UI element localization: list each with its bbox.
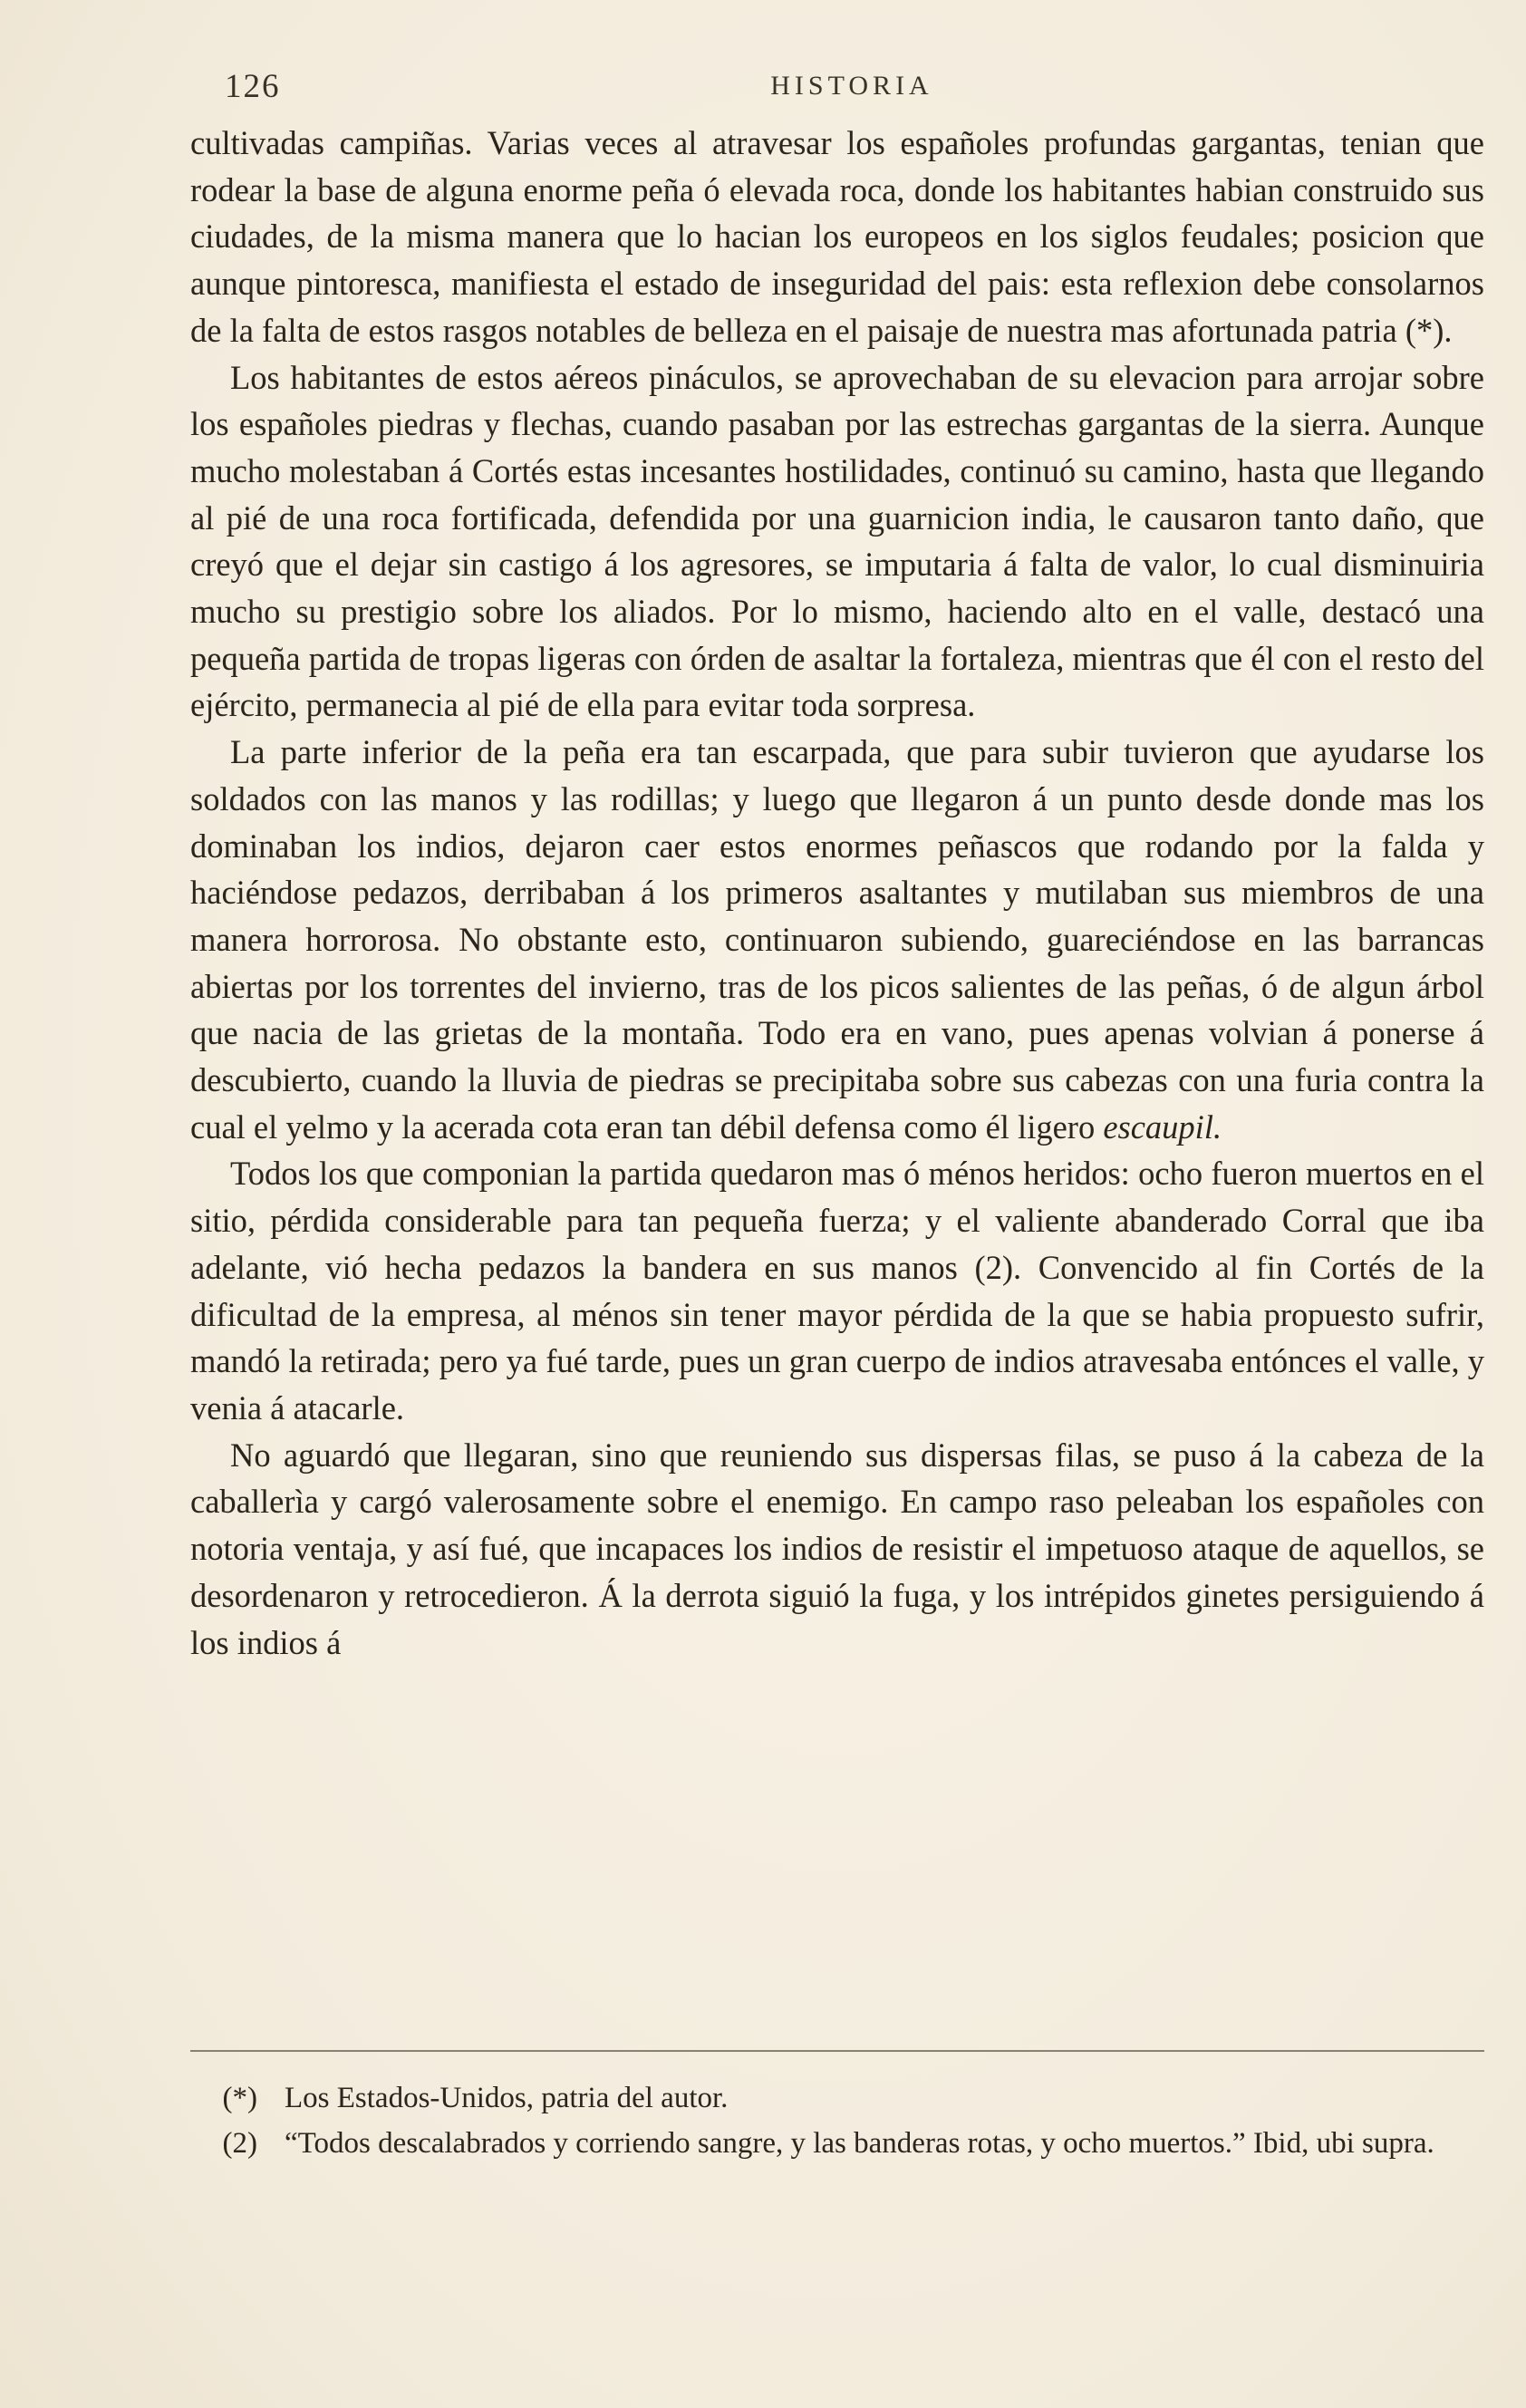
paragraph-text: La parte inferior de la peña era tan escarpada, que para subir tuvieron que ayudarse los soldados con las manos y las rodillas; y luego que llegaron á un punto desde donde mas los dominaban los indios, dejaron caer estos enormes peñascos que rodando por la falda y haciéndose pedazos, derribaban á los primeros asaltantes y mutilaban sus miembros de una manera horrorosa. No obstante esto, continuaron subiendo, guareciéndose en las barrancas abiertas por los torrentes del invierno, tras de los picos salientes de las peñas, ó de algun árbol que nacia de las grietas de la montaña. Todo era en vano, pues apenas volvian á ponerse á descubierto, cuando la lluvia de piedras se precipitaba sobre sus cabezas con una furia contra la cual el yelmo y la acerada cota eran tan débil defensa como él ligero <box>190 733 1484 1146</box>
paragraph-text: Los habitantes de estos aéreos pináculos, se aprovechaban de su elevacion para arrojar sobre los españoles piedras y flechas, cuando pasaban por las estrechas gargantas de la sierra. Aunque mucho molestaban á Cortés estas incesantes hostilidades, continuó su camino, hasta que llegando al pié de una roca fortificada, defendida por una guarnicion india, le causaron tanto daño, que creyó que el dejar sin castigo á los agresores, se imputaria á falta de valor, lo cual disminuiria mucho su prestigio sobre los aliados. Por lo mismo, haciendo alto en el valle, destacó una pequeña partida de tropas ligeras con órden de asaltar la fortaleza, mientras que él con el resto del ejército, permanecia al pié de ella para evitar toda sorpresa. <box>190 358 1484 724</box>
footnote-mark: (2) <box>222 2127 257 2160</box>
paragraph-3 <box>190 729 1484 1150</box>
paragraph-5 <box>190 1432 1484 1667</box>
paragraph-text: No aguardó que llegaran, sino que reuniendo sus dispersas filas, se puso á la cabeza de la caballerìa y cargó valerosamente sobre el enemigo. En campo raso peleaban los españoles con notoria ventaja, y así fué, que incapaces los indios de resistir el impetuoso ataque de aquellos, se desordenaron y retrocedieron. Á la derrota siguió la fuga, y los intrépidos ginetes persiguiendo á los indios á <box>190 1436 1484 1661</box>
footnote-2 <box>190 2121 1484 2166</box>
paragraph-1 <box>190 120 1484 354</box>
running-head: HISTORIA <box>770 71 933 101</box>
paragraph-2 <box>190 354 1484 730</box>
footnote-ref-2: (2). <box>957 1248 1022 1286</box>
paragraph-text: Todos los que componian la partida quedaron mas ó ménos heridos: ocho fueron muertos en el sitio, pérdida considerable para tan pequeña fuerza; y el valiente abanderado Corral que iba adelante, vió hecha pedazos la bandera en sus manos <box>190 1155 1484 1286</box>
footnote-mark: (*) <box>222 2082 257 2114</box>
paragraph-text: cultivadas campiñas. Varias veces al atravesar los españoles profundas gargantas, tenian que rodear la base de alguna enorme peña ó elevada roca, donde los habitantes habian construido sus ciudades, de la misma manera que lo hacian los europeos en los siglos feudales; posicion que aunque pintoresca, manifiesta el estado de inseguridad del pais: esta reflexion debe consolarnos de la falta de estos rasgos notables de belleza en el paisaje de nuestra mas afortunada patria <box>190 124 1484 349</box>
paragraph-4 <box>190 1150 1484 1431</box>
footnote-text: Los Estados-Unidos, patria del autor. <box>285 2082 729 2114</box>
footnote-ref-star: (*). <box>1396 311 1453 349</box>
italic-term: escaupil. <box>1103 1107 1222 1146</box>
page-number: 126 <box>225 68 281 105</box>
footnote-text: “Todos descalabrados y corriendo sangre, y las banderas rotas, y ocho muertos.” Ibid, ubi supra. <box>285 2127 1434 2160</box>
paragraph-text-continued: Convencido al fin Cortés de la dificultad de la empresa, al ménos sin tener mayor pérdida de la que se habia propuesto sufrir, mandó la retirada; pero ya fué tarde, pues un gran cuerpo de indios atravesaba entónces el valle, y venia á atacarle. <box>190 1248 1484 1426</box>
main-text <box>190 120 1484 1666</box>
footnotes <box>190 2075 1484 2166</box>
page-header <box>225 67 1479 112</box>
footnote-divider <box>190 2050 1484 2052</box>
footnote-1 <box>190 2075 1484 2121</box>
